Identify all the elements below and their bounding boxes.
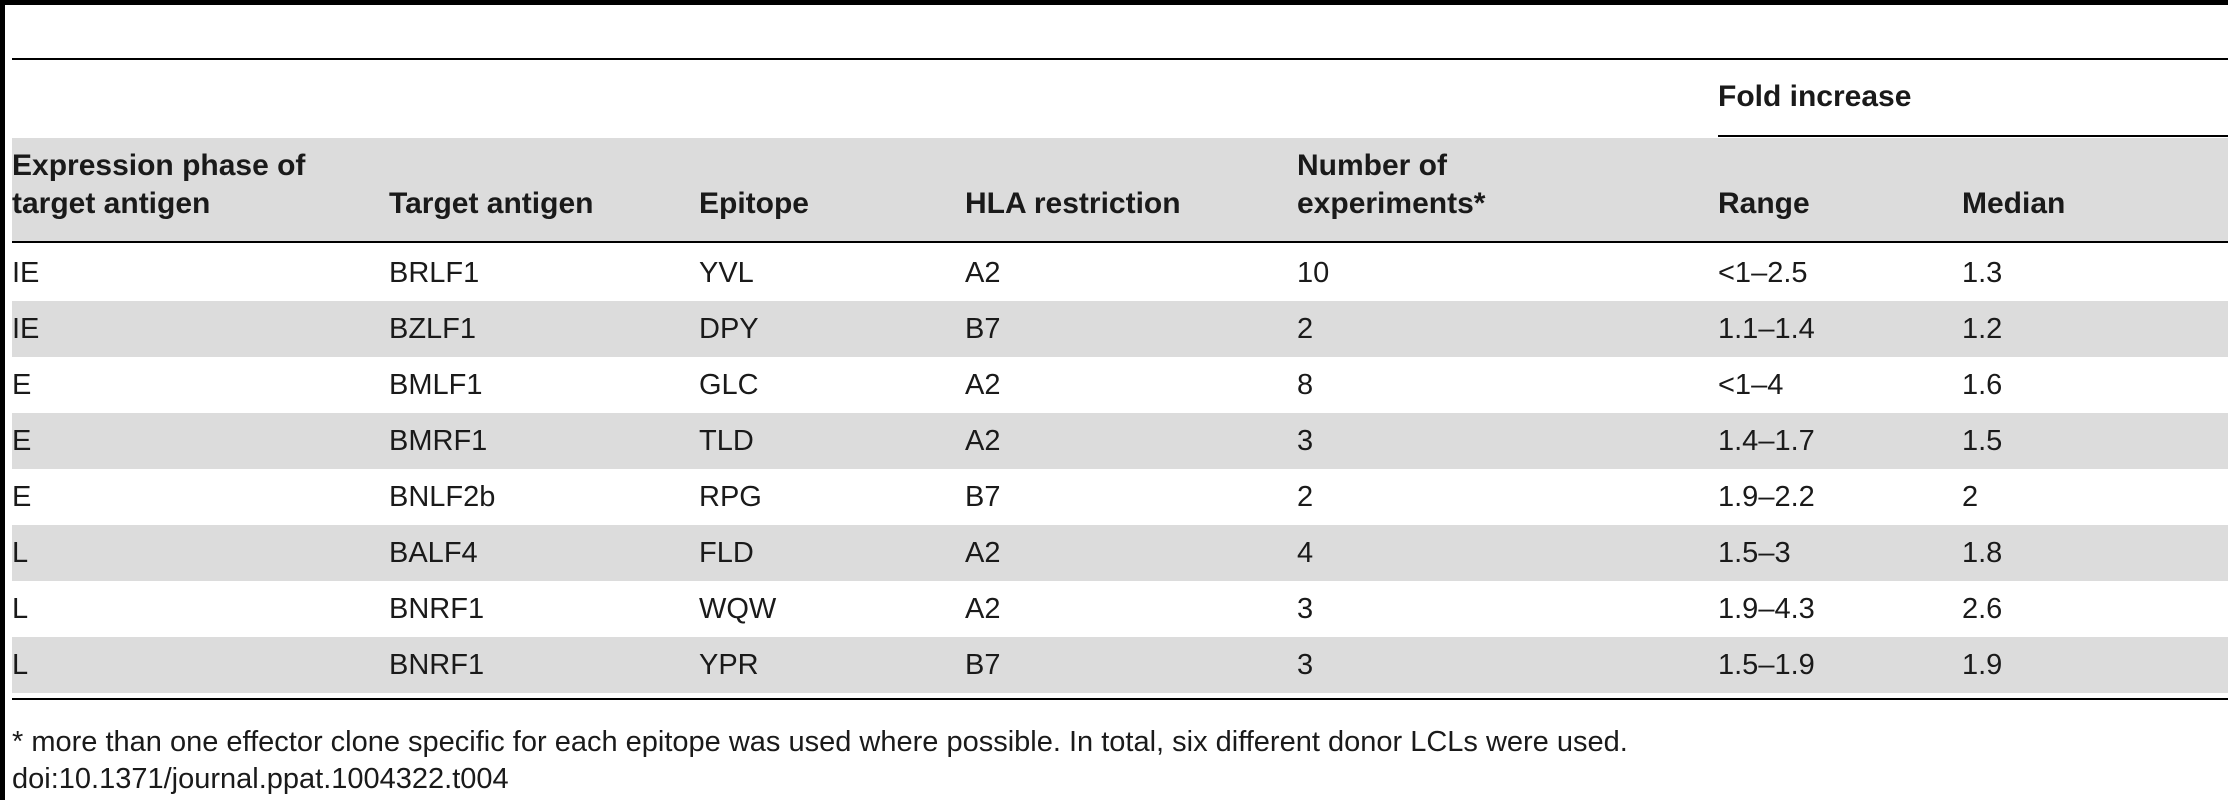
header-antigen: Target antigen <box>389 187 594 220</box>
header-bottom-rule <box>12 241 2228 243</box>
table-bottom-rule <box>12 698 2228 700</box>
table-row <box>12 357 2228 413</box>
cell-epitope: TLD <box>699 425 754 457</box>
cell-phase: E <box>12 369 32 401</box>
header-experiments-line2: experiments* <box>1297 187 1486 220</box>
cell-hla: A2 <box>965 425 1001 457</box>
table-row <box>12 637 2228 693</box>
header-phase-line2: target antigen <box>12 187 211 220</box>
cell-phase: L <box>12 649 29 681</box>
cell-range: 1.5–1.9 <box>1718 649 1815 681</box>
cell-hla: A2 <box>965 369 1001 401</box>
top-rule <box>0 0 2228 5</box>
cell-hla: B7 <box>965 313 1001 345</box>
header-experiments <box>1297 147 1485 223</box>
cell-antigen: BNLF2b <box>389 481 496 513</box>
cell-phase: L <box>12 593 29 625</box>
cell-experiments: 10 <box>1297 257 1330 289</box>
cell-phase: IE <box>12 313 40 345</box>
cell-epitope: GLC <box>699 369 759 401</box>
fold-increase-header: Fold increase <box>1718 80 1912 113</box>
cell-median: 2 <box>1962 481 1979 513</box>
cell-median: 1.3 <box>1962 257 2003 289</box>
header-phase <box>12 147 305 223</box>
doi-link[interactable]: doi:10.1371/journal.ppat.1004322.t004 <box>12 763 509 795</box>
fold-increase-rule <box>1718 135 2228 137</box>
header-epitope: Epitope <box>699 187 809 220</box>
cell-antigen: BMLF1 <box>389 369 483 401</box>
cell-experiments: 4 <box>1297 537 1314 569</box>
cell-antigen: BNRF1 <box>389 649 485 681</box>
cell-phase: IE <box>12 257 40 289</box>
cell-hla: B7 <box>965 649 1001 681</box>
cell-epitope: YPR <box>699 649 759 681</box>
cell-phase: L <box>12 537 29 569</box>
cell-phase: E <box>12 481 32 513</box>
cell-experiments: 8 <box>1297 369 1314 401</box>
cell-median: 1.6 <box>1962 369 2003 401</box>
cell-hla: A2 <box>965 593 1001 625</box>
table-header <box>12 138 2228 241</box>
cell-median: 2.6 <box>1962 593 2003 625</box>
cell-antigen: BMRF1 <box>389 425 488 457</box>
cell-range: 1.4–1.7 <box>1718 425 1815 457</box>
cell-range: 1.5–3 <box>1718 537 1791 569</box>
cell-antigen: BRLF1 <box>389 257 480 289</box>
left-border <box>0 0 5 800</box>
cell-epitope: RPG <box>699 481 762 513</box>
cell-epitope: WQW <box>699 593 777 625</box>
table-row <box>12 301 2228 357</box>
cell-phase: E <box>12 425 32 457</box>
cell-experiments: 3 <box>1297 649 1314 681</box>
header-phase-line1: Expression phase of <box>12 149 306 182</box>
header-experiments-line1: Number of <box>1297 149 1447 182</box>
header-median: Median <box>1962 187 2066 220</box>
cell-range: 1.1–1.4 <box>1718 313 1815 345</box>
table-footnote: * more than one effector clone specific for each epitope was used where possible. In total, six different donor LCLs were used. <box>12 726 1628 758</box>
cell-median: 1.5 <box>1962 425 2003 457</box>
cell-hla: A2 <box>965 537 1001 569</box>
cell-median: 1.2 <box>1962 313 2003 345</box>
cell-antigen: BNRF1 <box>389 593 485 625</box>
cell-epitope: FLD <box>699 537 754 569</box>
table-row <box>12 525 2228 581</box>
cell-median: 1.9 <box>1962 649 2003 681</box>
table-row <box>12 413 2228 469</box>
cell-experiments: 3 <box>1297 425 1314 457</box>
cell-experiments: 2 <box>1297 313 1314 345</box>
cell-median: 1.8 <box>1962 537 2003 569</box>
cell-range: 1.9–2.2 <box>1718 481 1815 513</box>
cell-epitope: DPY <box>699 313 759 345</box>
header-hla: HLA restriction <box>965 187 1181 220</box>
cell-hla: A2 <box>965 257 1001 289</box>
cell-hla: B7 <box>965 481 1001 513</box>
cell-experiments: 2 <box>1297 481 1314 513</box>
cell-range: <1–4 <box>1718 369 1784 401</box>
cell-antigen: BALF4 <box>389 537 478 569</box>
cell-range: 1.9–4.3 <box>1718 593 1815 625</box>
table-row <box>12 581 2228 637</box>
table-row <box>12 245 2228 301</box>
cell-epitope: YVL <box>699 257 754 289</box>
cell-range: <1–2.5 <box>1718 257 1808 289</box>
table-top-rule <box>12 58 2228 60</box>
header-range: Range <box>1718 187 1810 220</box>
cell-experiments: 3 <box>1297 593 1314 625</box>
cell-antigen: BZLF1 <box>389 313 477 345</box>
table-row <box>12 469 2228 525</box>
